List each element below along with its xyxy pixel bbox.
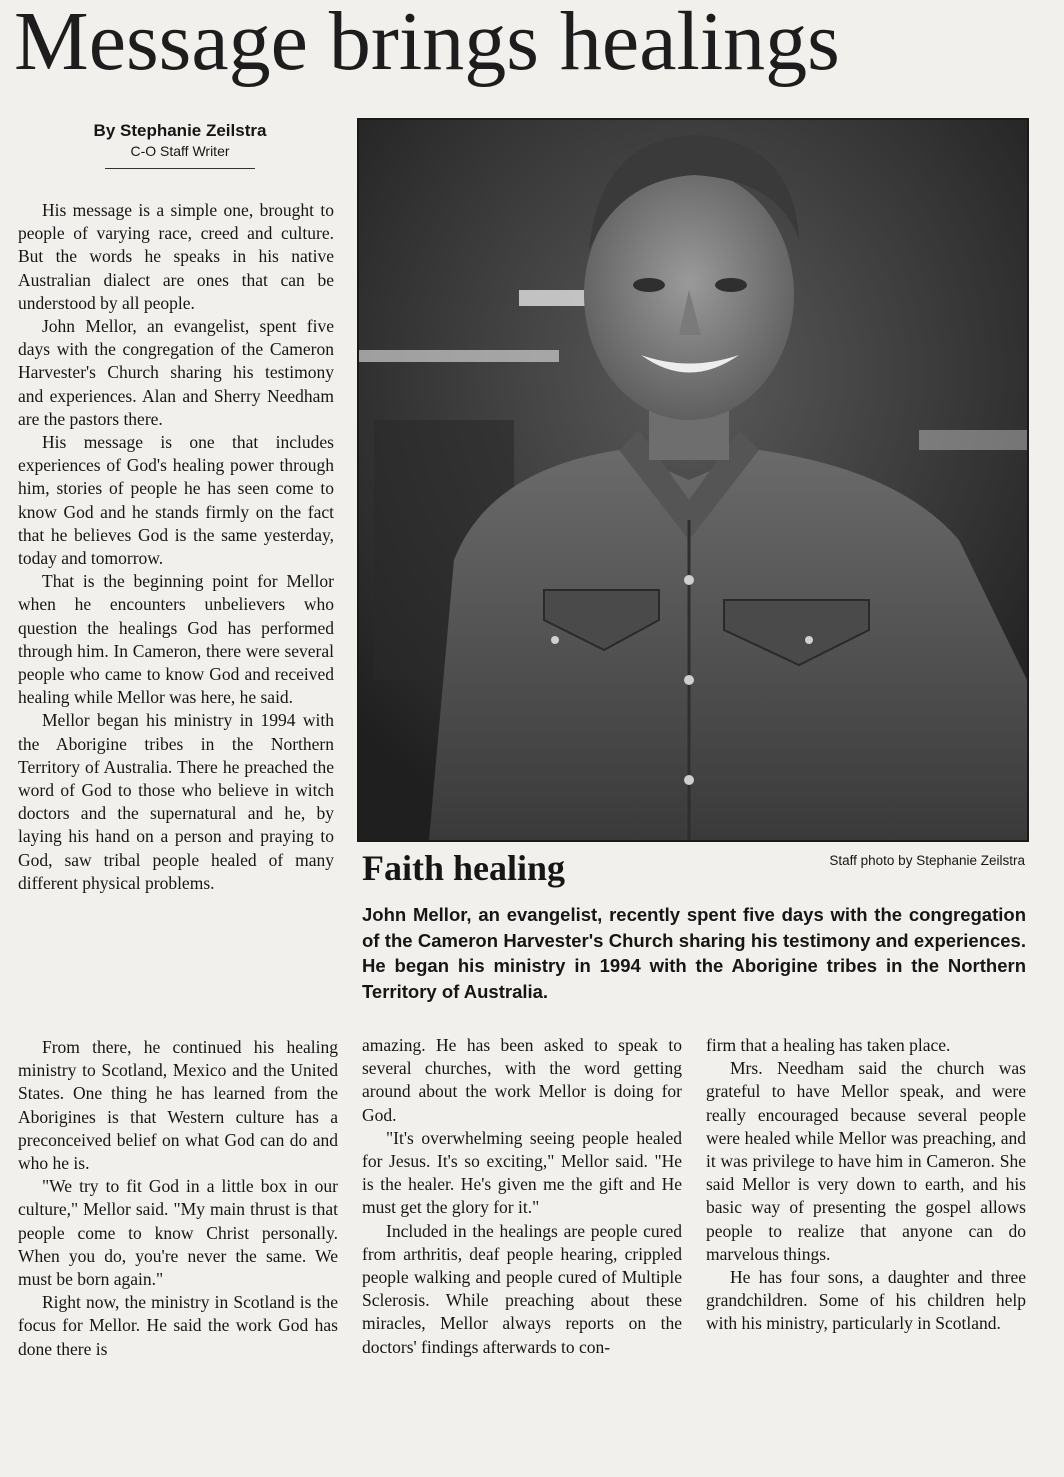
byline-rule [105,168,255,169]
byline-role: C-O Staff Writer [130,143,230,159]
paragraph: Included in the healings are people cured from arthritis, deaf people hearing, crippled people walking and people cured of Multiple Sclerosis. While preaching about these miracles, Mellor always reports on the doctors' findings afterwards to con- [362,1220,682,1357]
portrait-illustration [359,120,1027,840]
paragraph: Mrs. Needham said the church was grateful to have Mellor speak, and were really encouraged because several people were healed while Mellor was preaching, and it was privilege to have him in Cameron. She said Mellor is very down to earth, and his basic way of presenting the gospel allows people to realize that anyone can do marvelous things. [706,1058,1026,1264]
photo-caption: John Mellor, an evangelist, recently spent five days with the congregation of the Cameron Harvester's Church sharing his testimony and experiences. He began his ministry in 1994 with the Aborigine tribes in the Northern Territory of Australia. [362,904,1026,1002]
photo-caption-title: Faith healing [362,848,566,888]
article-column-1-bottom [18,1036,338,1361]
paragraph: That is the beginning point for Mellor when he encounters unbelievers who question the healings God has performed through him. In Cameron, there were several people who came to know God and received healing while Mellor was here, he said. [18,571,334,708]
paragraph: From there, he continued his healing ministry to Scotland, Mexico and the United States. One thing he has learned from the Aborigines is that Western culture has a preconceived belief on what God can do and who he is. [18,1037,338,1174]
article-column-3 [706,1034,1026,1336]
photo-evangelist-portrait [357,118,1029,842]
paragraph: John Mellor, an evangelist, spent five days with the congregation of the Cameron Harvester's Church sharing his testimony and experiences. Alan and Sherry Needham are the pastors there. [18,316,334,429]
paragraph: firm that a healing has taken place. [706,1035,951,1055]
paragraph: "It's overwhelming seeing people healed for Jesus. It's so exciting," Mellor said. "He is the healer. He's given me the gift and He must get the glory for it." [362,1127,682,1218]
paragraph: amazing. He has been asked to speak to several churches, with the word getting around about the work Mellor is doing for God. [362,1035,682,1125]
paragraph: Right now, the ministry in Scotland is the focus for Mellor. He said the work God has done there is [18,1292,338,1359]
paragraph: His message is a simple one, brought to people of varying race, creed and culture. But the words he speaks in his native Australian dialect are ones that can be understood by all people. [18,200,334,313]
paragraph: Mellor began his ministry in 1994 with the Aborigine tribes in the Northern Territory of Australia. There he preached the word of God to those who believe in witch doctors and the supernatural and he, by laying his hand on a person and praying to God, saw tribal people healed of many different physical problems. [18,710,334,893]
paragraph: His message is one that includes experiences of God's healing power through him, stories of people he has seen come to know God and he stands firmly on the fact that he believes God is the same yesterday, today and tomorrow. [18,432,334,569]
headline: Message brings healings [14,0,840,88]
article-column-2 [362,1034,682,1359]
photo-credit: Staff photo by Stephanie Zeilstra [829,853,1025,868]
paragraph: He has four sons, a daughter and three grandchildren. Some of his children help with his ministry, particularly in Scotland. [706,1267,1026,1334]
paragraph: "We try to fit God in a little box in our culture," Mellor said. "My main thrust is that people come to know Christ personally. When you do, you're never the same. We must be born again." [18,1176,338,1290]
byline-author: By Stephanie Zeilstra [93,121,267,140]
byline [20,120,340,169]
article-column-1-top [18,199,334,895]
